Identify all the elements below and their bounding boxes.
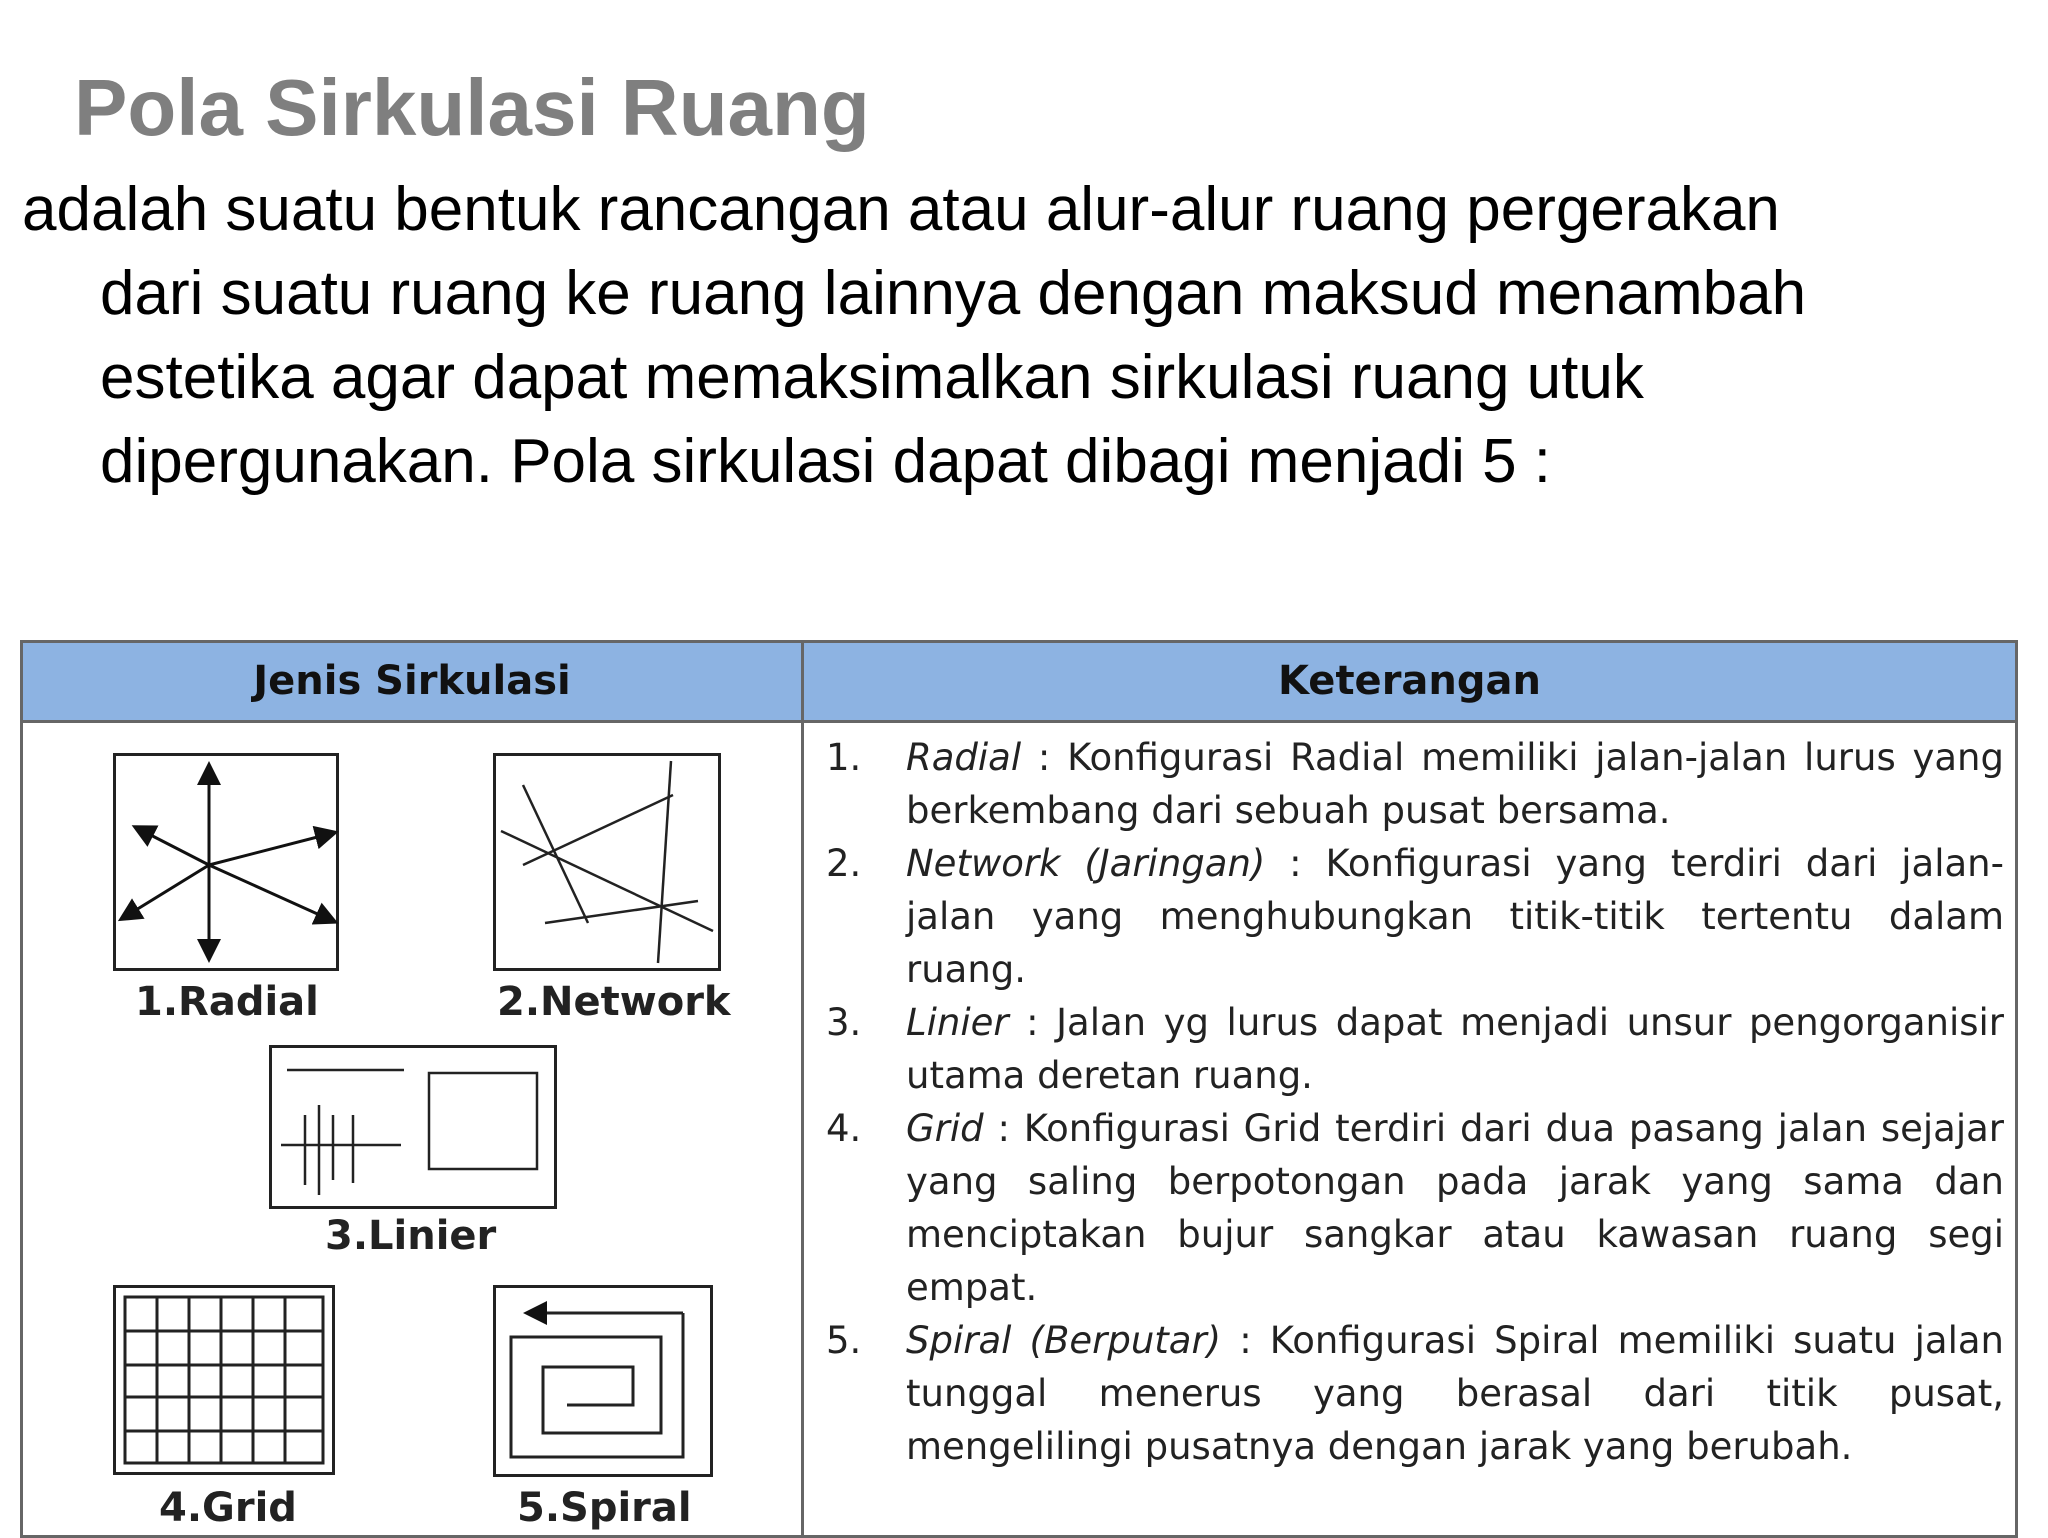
item-text: Jalan yg lurus dapat menjadi unsur pengorganisir utama deretan ruang. [906,1001,2004,1097]
intro-paragraph [22,168,2012,504]
item-separator: : [1021,736,1068,779]
item-separator: : [1221,1319,1270,1362]
item-text: Konfigurasi Radial memiliki jalan-jalan lurus yang berkembang dari sebuah pusat bersama. [906,736,2004,832]
list-item [826,731,2004,837]
list-item [826,1102,2004,1314]
network-diagram-icon [493,753,721,971]
item-number: 2. [826,842,862,885]
item-term: Radial [906,736,1022,779]
item-number: 5. [826,1319,862,1362]
spiral-diagram-icon [493,1285,713,1477]
description-list [826,731,2004,1473]
intro-rest: dari suatu ruang ke ruang lainnya dengan maksud menambah estetika agar dapat memaksimalkan sirkulasi ruang utuk dipergunakan. Pola sirkulasi dapat dibagi menjadi 5 : [100,259,1807,496]
item-term: Network (Jaringan) [906,842,1266,885]
item-number: 3. [826,1001,862,1044]
spiral-label: 5.Spiral [517,1485,692,1531]
radial-diagram-icon [113,753,339,971]
linier-label: 3.Linier [325,1213,497,1259]
item-number: 4. [826,1107,862,1150]
description-cell [804,723,2015,1535]
grid-label: 4.Grid [159,1485,297,1531]
item-text: Konfigurasi Spiral memiliki suatu jalan tunggal menerus yang berasal dari titik pusat, mengelilingi pusatnya dengan jarak yang berubah. [906,1319,2004,1468]
item-separator: : [983,1107,1024,1150]
radial-label: 1.Radial [135,979,319,1025]
header-keterangan: Keterangan [1278,658,1541,704]
item-separator: : [1265,842,1326,885]
linier-diagram-icon [269,1045,557,1209]
item-term: Spiral (Berputar) [906,1319,1222,1362]
item-text: Konfigurasi Grid terdiri dari dua pasang jalan sejajar yang saling berpotongan pada jarak yang sama dan menciptakan bujur sangkar atau kawasan ruang segi empat. [906,1107,2004,1309]
table-header [23,643,2015,723]
header-jenis-sirkulasi: Jenis Sirkulasi [253,658,571,704]
grid-diagram-icon [113,1285,335,1475]
list-item [826,1314,2004,1473]
diagram-cell [23,723,801,1535]
item-term: Grid [906,1107,984,1150]
item-term: Linier [906,1001,1009,1044]
network-label: 2.Network [497,979,731,1025]
item-text: Konfigurasi yang terdiri dari jalan-jalan yang menghubungkan titik-titik tertentu dalam ruang. [906,842,2004,991]
page-title: Pola Sirkulasi Ruang [74,63,870,152]
list-item [826,996,2004,1102]
circulation-table [20,640,2018,1538]
item-separator: : [1008,1001,1057,1044]
list-item [826,837,2004,996]
item-number: 1. [826,736,862,779]
intro-line-1: adalah suatu bentuk rancangan atau alur-alur ruang pergerakan [22,175,1780,244]
